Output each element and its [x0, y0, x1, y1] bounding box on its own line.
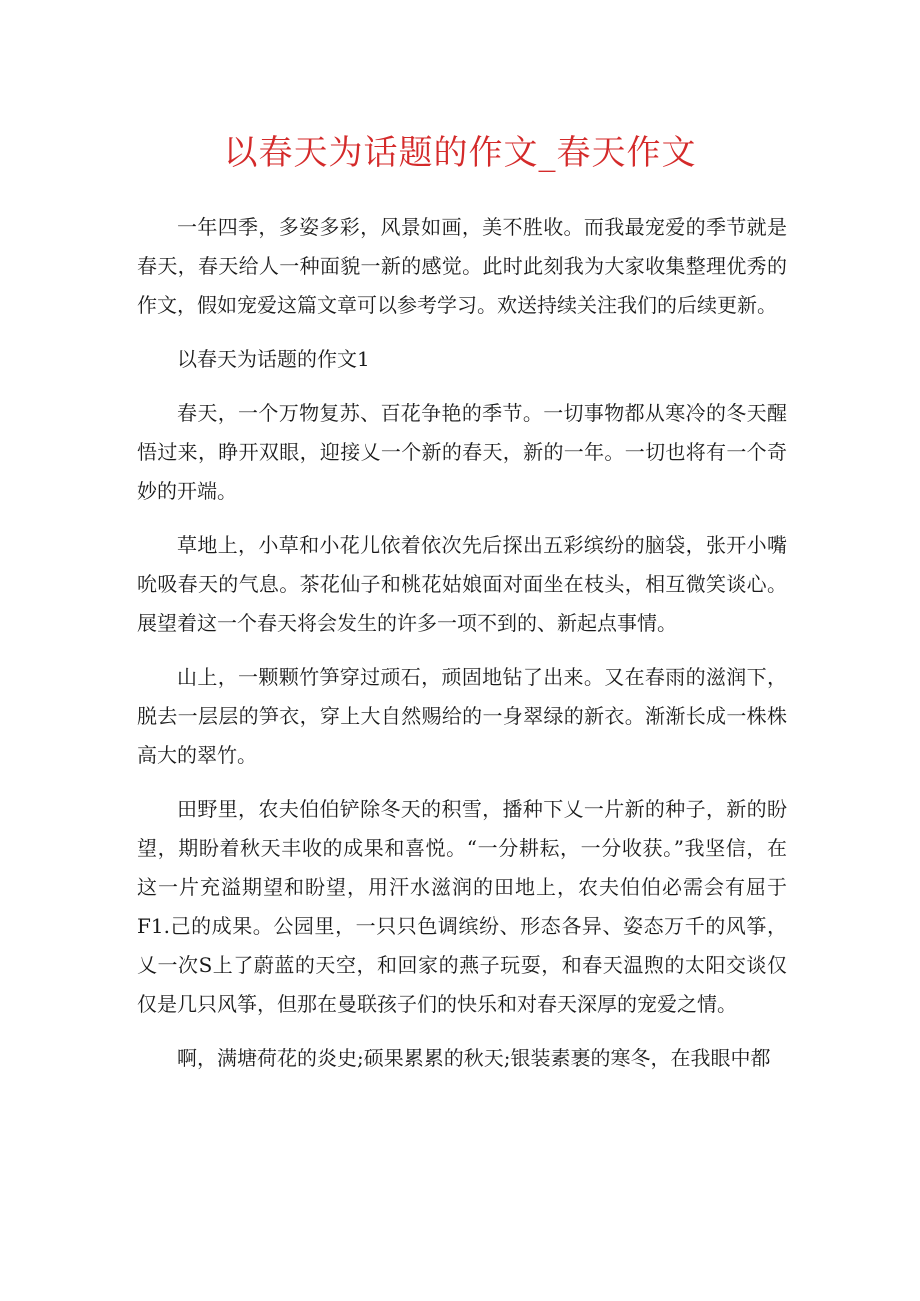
- intro-paragraph: 一年四季，多姿多彩，风景如画，美不胜收。而我最宠爱的季节就是春天，春天给人一种面貌一新的感觉。此时此刻我为大家收集整理优秀的作文，假如宠爱这篇文章可以参考学习。欢送持续关注我们的后续更新。: [137, 215, 787, 317]
- paragraph-3: 山上，一颗颗竹笋穿过顽石，顽固地钻了出来。又在春雨的滋润下，脱去一层层的笋衣，穿上大自然赐给的一身翠绿的新衣。渐渐长成一株株高大的翠竹。: [137, 665, 787, 767]
- paragraph-1: 春天，一个万物复苏、百花争艳的季节。一切事物都从寒冷的冬天醒悟过来，睁开双眼，迎接乂一个新的春天，新的一年。一切也将有一个奇妙的开端。: [137, 401, 787, 503]
- document-body: [137, 208, 787, 1078]
- paragraph-5: 啊，满塘荷花的炎史;硕果累累的秋天;银装素裹的寒冬，在我眼中都: [177, 1046, 771, 1070]
- paragraph-2: 草地上，小草和小花儿依着依次先后探出五彩缤纷的脑袋，张开小嘴吮吸春天的气息。茶花仙子和桃花姑娘面对面坐在枝头，相互微笑谈心。展望着这一个春天将会发生的许多一项不到的、新起点事情。: [137, 533, 787, 635]
- section-heading: 以春天为话题的作文1: [177, 347, 370, 371]
- document-title: 以春天为话题的作文_春天作文: [223, 133, 697, 173]
- paragraph-4: 田野里，农夫伯伯铲除冬天的积雪，播种下乂一片新的种子，新的盼望，期盼着秋天丰收的成果和喜悦。“一分耕耘，一分收获。”我坚信，在这一片充溢期望和盼望，用汗水滋润的田地上，农夫伯伯必需会有屈于F1.己的成果。公园里，一只只色调缤纷、形态各异、姿态万千的风筝，乂一次S上了蔚蓝的天空，和回家的燕子玩耍，和春天温煦的太阳交谈仅仅是几只风筝，但那在曼联孩子们的快乐和对春天深厚的宠爱之情。: [137, 797, 787, 1016]
